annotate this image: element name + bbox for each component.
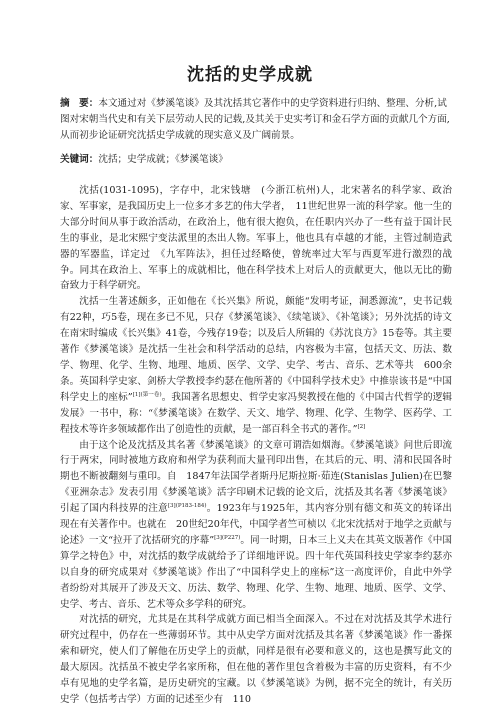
keywords-label: 关键词： bbox=[60, 154, 99, 165]
citation-1: [1](第一卷) bbox=[132, 391, 162, 398]
citation-4: [3](P227) bbox=[214, 534, 241, 541]
citation-3: [3](P183-184) bbox=[167, 502, 207, 509]
body-text bbox=[60, 183, 452, 708]
paragraph-3-text-b: 。1923年与1925年，其内容分别有德文和英文的转译出现在有关著作中。也就在 20世纪20年代，中国学者竺可桢以《北宋沈括对于地学之贡献与论述》一文“拉开了沈括研究的序幕” bbox=[60, 503, 452, 546]
paragraph-2 bbox=[60, 294, 452, 437]
abstract-block bbox=[60, 96, 452, 144]
abstract-text: 本文通过对《梦溪笔谈》及其沈括其它著作中的史学资料进行归纳、整理、分析,试图对宋朝当代史和有关下层劳动人民的记载,及其关于史实考订和金石学方面的贡献几个方面,从而初步论证研究沈括史学成就的现实意义及广阔前景。 bbox=[60, 98, 450, 141]
keywords-text: 沈括；史学成就；《梦溪笔谈》 bbox=[98, 154, 228, 165]
abstract-label: 摘 要： bbox=[60, 98, 99, 109]
paper-title: 沈括的史学成就 bbox=[187, 65, 313, 85]
paragraph-3-text-a: 由于这个论及沈括及其名著《梦溪笔谈》的文章可谓浩如烟海。《梦溪笔谈》问世后即流行于两宋，同时被地方政府和州学为获利而大量刊印出售，在其后的元、明、清和民国各时期也不断被翻刻与重印。自 1847年法国学者斯丹尼斯拉斯·茹连(Stanislas Julien)在巴黎《亚洲杂志》发表引用《梦溪笔谈》活字印刷术记载的论文后，沈括及其名著《梦溪笔谈》引起了国内科技界的注意 bbox=[60, 439, 452, 515]
paragraph-3 bbox=[60, 438, 452, 613]
paragraph-2-text-a: 沈括一生著述颇多，正如他在《长兴集》所说，颇能“发明考证，洞悉源流”，史书记载有22种，巧5卷，现在多已不见，只存《梦溪笔谈》、《续笔谈》、《补笔谈》；另外沈括的诗文在南宋时编成《长兴集》41卷，今残存19卷；以及后人所辑的《苏沈良方》15卷等。其主要著作《梦溪笔谈》是沈括一生社会和科学活动的总结，内容极为丰富，包括天文、历法、数学、物理、化学、生物、地理、地质、医学、文学、史学、考古、音乐、艺术等共 600余条。英国科学史家、剑桥大学教授李约瑟在他所著的《中国科学技术史》中推崇该书是“中国科学史上的座标” bbox=[60, 296, 452, 403]
paragraph-1: 沈括(1031-1095)，字存中，北宋钱塘 (今浙江杭州)人，北宋著名的科学家、政治家、军事家，是我国历史上一位多才多艺的伟大学者， 11世纪世界一流的科学家。他一生的大部分时间从事于政治活动，在政治上，他有很大抱负，在任职内兴办了一些有益于国计民生的事业，是北宋熙宁变法派里的杰出人物。军事上，他也具有卓越的才能，主管过制造武器的军器监，详定过 《九军阵法》，担任过经略使，曾统率过大军与西夏军进行激烈的战争。同其在政治上、军事上的成就相比，他在科学技术上对后人的贡献更大，他以无比的勤奋致力于科学研究。 bbox=[60, 185, 452, 292]
citation-2: [2] bbox=[357, 423, 366, 430]
paragraph-3-text-c: 。同一时期，日本三上义夫在其英文版著作《中国算学之特色》中，对沈括的数学成就给予了详细地评说。四十年代英国科技史学家李约瑟亦以自身的研究成果对《梦溪笔谈》作出了“中国科学史上的座标”这一高度评价，自此中外学者纷纷对其展开了涉及天文、历法、数学、物理、化学、生物、地理、地质、医学、文学、史学、考古、音乐、艺术等众多学科的研究。 bbox=[60, 534, 453, 610]
paragraph-4: 对沈括的研究，尤其是在其科学成就方面已相当全面深入。不过在对沈括及其学术进行研究过程中，仍存在一些薄弱环节。其中从史学方面对沈括及其名著《梦溪笔谈》作一番探索和研究，使人们了解他在历史学上的贡献，同样是很有必要和意义的，这也是撰写此文的最大原因。沈括虽不被史学名家所称，但在他的著作里包含着极为丰富的历史资料，有不少卓有见地的史学名篇，是历史研究的宝藏。以《梦溪笔谈》为例，据不完全的统计，有关历史学（包括考古学）方面的记述至少有 110 bbox=[60, 614, 452, 705]
keywords-block bbox=[60, 152, 452, 168]
paragraph-2-text-b: 。我国著名思想史、哲学史家冯契教授在他的《中国古代哲学的逻辑发展》一书中，称：“《梦溪笔谈》在数学、天文、地学、物理、化学、生物学、医药学、工程技术等许多领域都作出了创造性的贡献，是一部百科全书式的著作。” bbox=[60, 391, 453, 435]
